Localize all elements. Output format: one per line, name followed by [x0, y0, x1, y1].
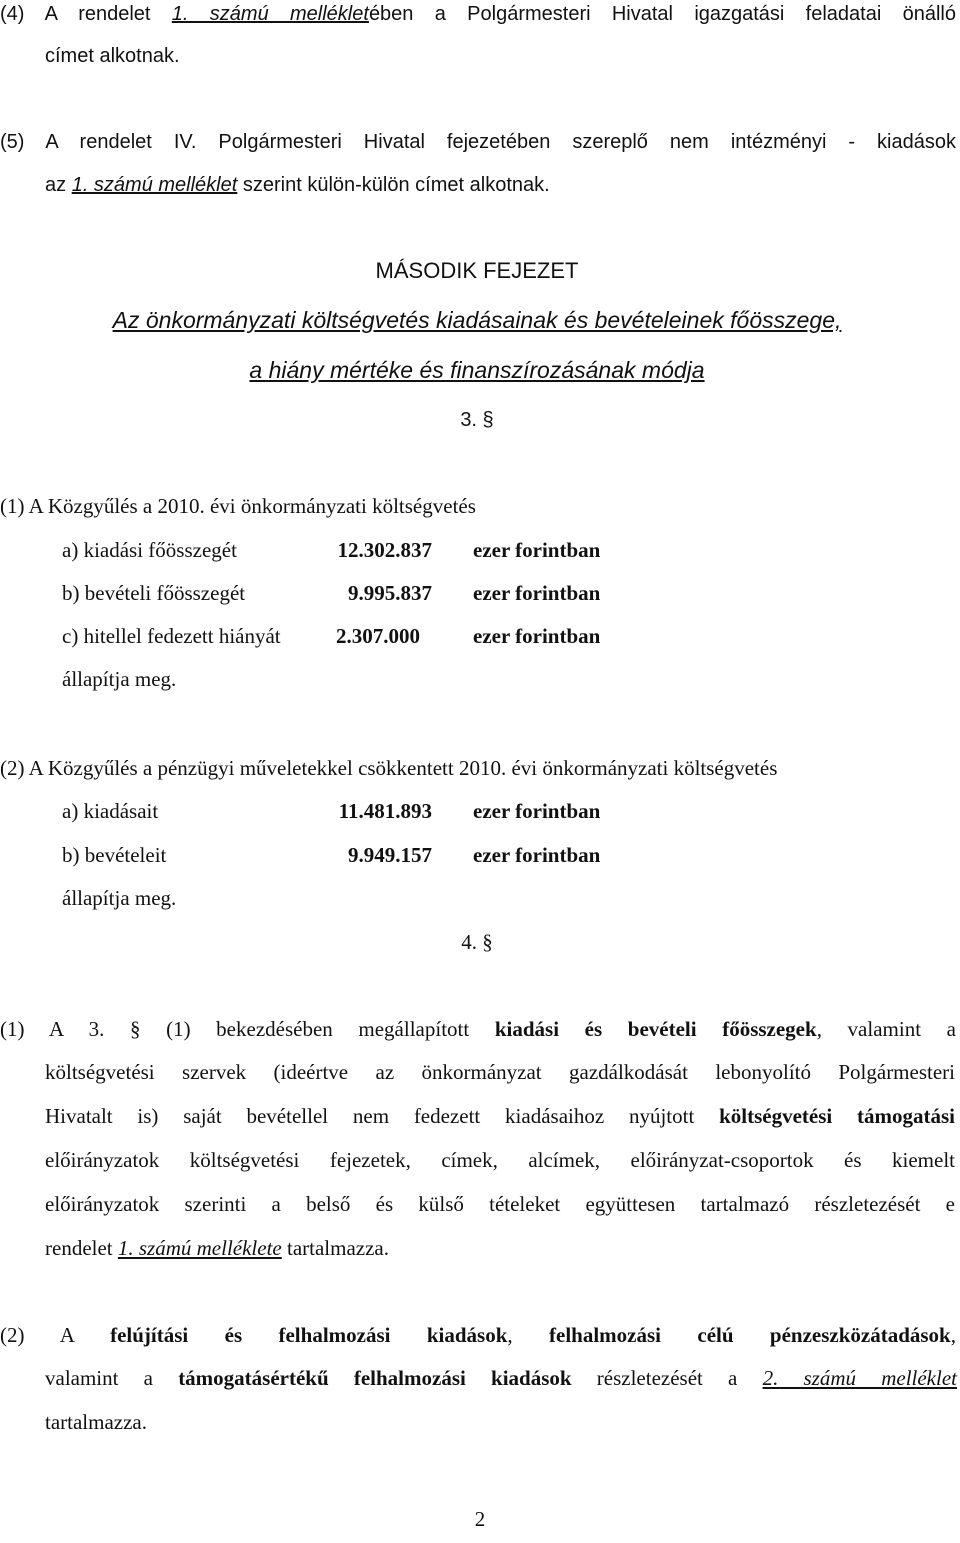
para-5-line-2 [45, 171, 550, 199]
row-unit: ezer forintban [473, 843, 601, 867]
row-value: 12.302.837 [337, 538, 432, 562]
table-row [0, 536, 960, 564]
chapter-subtitle-2: a hiány mértéke és finanszírozásának módja [249, 357, 705, 383]
bold-text: költségvetési támogatási [719, 1104, 955, 1128]
row-unit: ezer forintban [473, 581, 601, 605]
row-label: b) bevételeit [62, 843, 167, 867]
para-4-line-2: címet alkotnak. [45, 45, 180, 67]
text: , [507, 1323, 550, 1347]
para-5-line-1: (5) A rendelet IV. Polgármesteri Hivatal fejezetében szereplő nem intézményi - kiadások [0, 131, 956, 153]
section-4-heading: 4. § [461, 930, 493, 954]
row-value: 9.995.837 [348, 581, 432, 605]
text: (1) A Közgyűlés a 2010. évi önkormányzati költségvetés [0, 494, 476, 518]
s4-p1-line-2: költségvetési szervek (ideértve az önkormányzat gazdálkodását lebonyolító Polgármesteri [45, 1060, 955, 1084]
s4-p1-line-5: előirányzatok szerinti a belső és külső tételeket együttesen tartalmazó részletezését e [45, 1192, 955, 1216]
text: szerint külön-külön címet alkotnak. [237, 174, 550, 196]
row-value: 9.949.157 [348, 843, 432, 867]
s3-p2-closing: állapítja meg. [62, 886, 177, 910]
s4-p1-line-1 [0, 1015, 956, 1043]
annex-2-link[interactable]: 2. számú melléklet [762, 1366, 957, 1390]
row-label: b) bevételi főösszegét [62, 581, 246, 605]
table-row [0, 797, 960, 825]
s3-p1-closing: állapítja meg. [62, 667, 177, 691]
table-row [0, 579, 960, 607]
page-number: 2 [474, 1507, 486, 1531]
row-label: a) kiadási főösszegét [62, 538, 237, 562]
para-4-line-1 [0, 0, 956, 28]
row-label: c) hitellel fedezett hiányát [62, 624, 281, 648]
table-row [0, 841, 960, 869]
s4-p2-line-2 [45, 1364, 957, 1392]
text: az [45, 174, 72, 196]
text: tartalmazza. [281, 1236, 390, 1260]
s4-p1-line-3 [45, 1102, 955, 1130]
row-label: a) kiadásait [62, 799, 159, 823]
annex-1-link[interactable]: 1. számú melléklet [171, 3, 369, 25]
bold-text: kiadási és bevételi főösszegek [494, 1017, 817, 1041]
text: ében a Polgármesteri Hivatal igazgatási feladatai önálló [368, 3, 956, 25]
row-value: 11.481.893 [338, 799, 432, 823]
text: (1) A 3. § (1) bekezdésében megállapított [0, 1017, 495, 1041]
section-3-heading: 3. § [460, 409, 494, 431]
row-unit: ezer forintban [473, 624, 601, 648]
s3-p2-intro: (2) A Közgyűlés a pénzügyi műveletekkel csökkentett 2010. évi önkormányzati költségvetés [0, 756, 778, 780]
text: valamint a [45, 1366, 179, 1390]
text: részletezését a [571, 1366, 763, 1390]
annex-1-link[interactable]: 1. számú melléklete [117, 1236, 282, 1260]
row-value: 2.307.000 [336, 624, 420, 648]
text: Hivatalt is) saját bevétellel nem fedezett kiadásaihoz nyújtott [45, 1104, 720, 1128]
s4-p1-line-6 [45, 1234, 389, 1262]
chapter-title: MÁSODIK FEJEZET [375, 258, 579, 283]
s4-p1-line-4: előirányzatok költségvetési fejezetek, címek, alcímek, előirányzat-csoportok és kiemelt [45, 1148, 955, 1172]
table-row [0, 622, 960, 650]
text: , valamint a [816, 1017, 956, 1041]
text: (2) A [0, 1323, 111, 1347]
s4-p2-line-1 [0, 1321, 956, 1349]
s4-p2-line-3: tartalmazza. [45, 1410, 148, 1434]
s3-p1-intro [0, 492, 476, 520]
text: rendelet [45, 1236, 118, 1260]
text: (4) A rendelet [0, 3, 172, 25]
bold-text: felhalmozási célú pénzeszközátadások [549, 1323, 951, 1347]
row-unit: ezer forintban [473, 799, 601, 823]
bold-text: felújítási és felhalmozási kiadások [110, 1323, 508, 1347]
bold-text: támogatásértékű felhalmozási kiadások [178, 1366, 572, 1390]
text: , [950, 1323, 956, 1347]
chapter-subtitle-1: Az önkormányzati költségvetés kiadásainak és bevételeinek főösszege, [112, 307, 842, 333]
annex-1-link[interactable]: 1. számú melléklet [71, 174, 238, 196]
row-unit: ezer forintban [473, 538, 601, 562]
